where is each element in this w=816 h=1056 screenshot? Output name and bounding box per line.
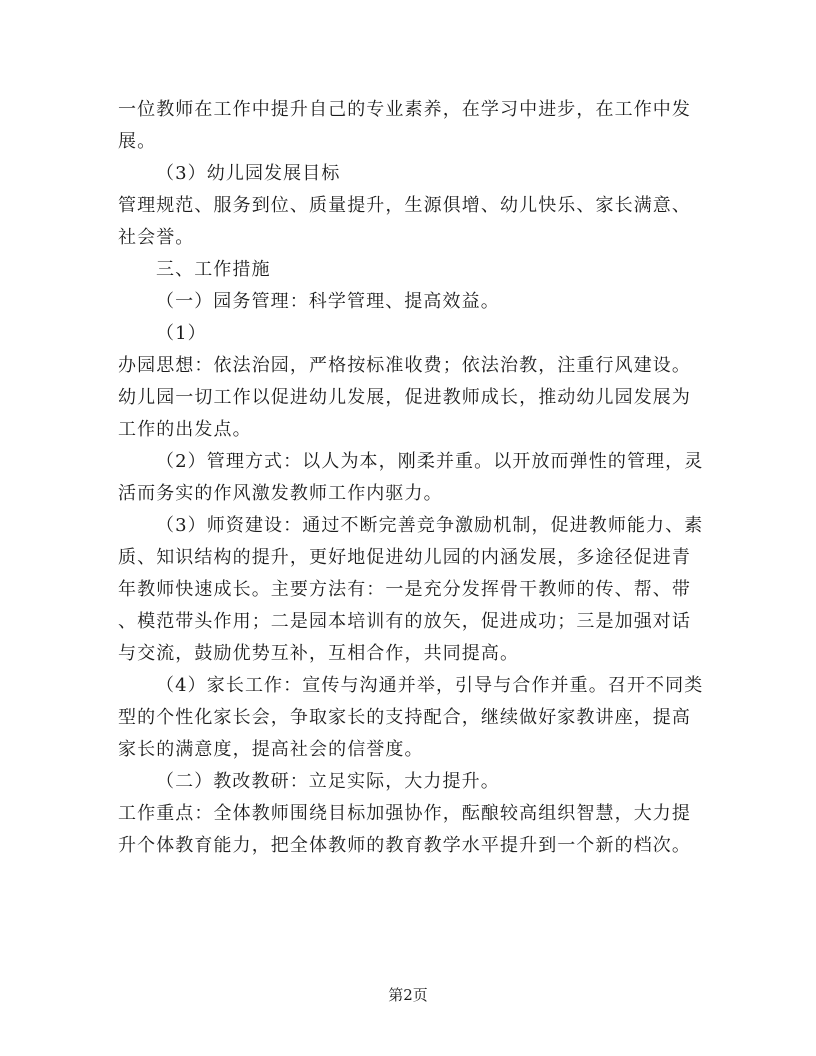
text-line: 管理规范、服务到位、质量提升，生源俱增、幼儿快乐、家长满意、 [118, 195, 691, 216]
text-line: 工作的出发点。 [118, 419, 252, 440]
page-number: 第2页 [388, 986, 428, 1004]
text-line: （1） [156, 323, 207, 344]
text-line: 幼儿园一切工作以促进幼儿发展，促进教师成长，推动幼儿园发展为 [118, 387, 691, 408]
text-line: 质、知识结构的提升，更好地促进幼儿园的内涵发展，多途径促进青 [118, 547, 691, 568]
text-line: 升个体教育能力，把全体教师的教育教学水平提升到一个新的档次。 [118, 835, 691, 856]
text-line: 年教师快速成长。主要方法有：一是充分发挥骨干教师的传、帮、带 [118, 579, 691, 600]
text-line: （4）家长工作：宣传与沟通并举，引导与合作并重。召开不同类 [156, 675, 704, 696]
section-heading: 三、工作措施 [156, 259, 271, 280]
text-line: 一位教师在工作中提升自己的专业素养，在学习中进步，在工作中发 [118, 99, 691, 120]
section-heading: （3）幼儿园发展目标 [156, 163, 341, 184]
text-line: 办园思想：依法治园，严格按标准收费；依法治教，注重行风建设。 [118, 355, 691, 376]
text-line: 活而务实的作风激发教师工作内驱力。 [118, 483, 443, 504]
text-line: 、模范带头作用；二是园本培训有的放矢，促进成功；三是加强对话 [118, 611, 691, 632]
text-line: 展。 [118, 131, 157, 152]
text-line: （3）师资建设：通过不断完善竞争激励机制，促进教师能力、素 [156, 515, 704, 536]
section-heading: （二）教改教研：立足实际，大力提升。 [156, 771, 500, 792]
text-line: （2）管理方式：以人为本，刚柔并重。以开放而弹性的管理，灵 [156, 451, 704, 472]
text-line: 社会誉。 [118, 227, 195, 248]
text-line: 家长的满意度，提高社会的信誉度。 [118, 739, 424, 760]
document-body [118, 94, 704, 862]
section-heading: （一）园务管理：科学管理、提高效益。 [156, 291, 500, 312]
text-line: 型的个性化家长会，争取家长的支持配合，继续做好家教讲座，提高 [118, 707, 691, 728]
text-line: 与交流，鼓励优势互补，互相合作，共同提高。 [118, 643, 520, 664]
text-line: 工作重点：全体教师围绕目标加强协作，酝酿较高组织智慧，大力提 [118, 803, 691, 824]
